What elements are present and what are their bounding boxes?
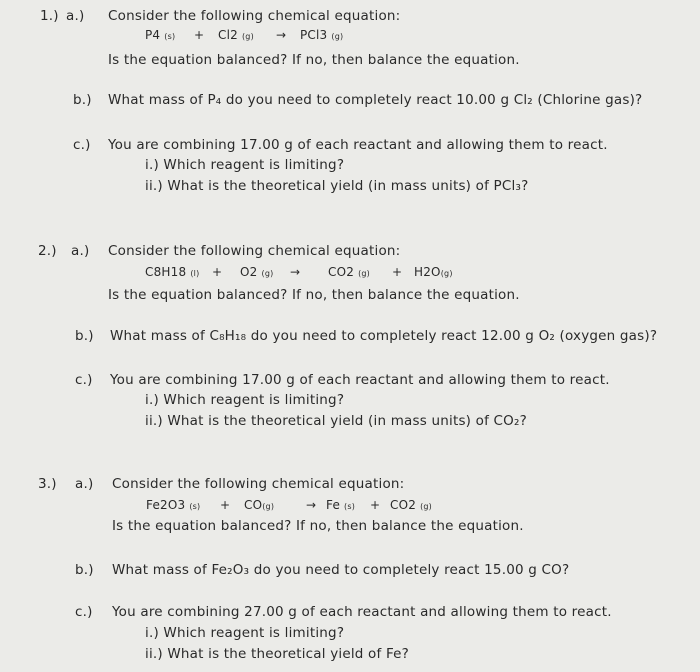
problem-1a-question: Is the equation balanced? If no, then balance the equation. xyxy=(108,52,520,68)
eq1-reactant-2: Cl2 (g) xyxy=(218,28,254,42)
eq2-reactant-1: C8H18 (l) xyxy=(145,265,200,279)
problem-3b-label: b.) xyxy=(75,562,94,578)
problem-3c-label: c.) xyxy=(75,604,93,620)
problem-2a-label: a.) xyxy=(71,243,90,259)
problem-2b-text: What mass of C₈H₁₈ do you need to completely react 12.00 g O₂ (oxygen gas)? xyxy=(110,328,658,344)
problem-2c-label: c.) xyxy=(75,372,93,388)
problem-3c-i: i.) Which reagent is limiting? xyxy=(145,625,345,641)
eq3-plus-1: + xyxy=(220,498,231,512)
eq2-plus-1: + xyxy=(212,265,223,279)
eq2-product-2: H2O(g) xyxy=(414,265,453,279)
problem-2b-label: b.) xyxy=(75,328,94,344)
problem-1a-label: a.) xyxy=(66,8,85,24)
problem-3-number: 3.) xyxy=(38,476,57,492)
problem-2c-ii: ii.) What is the theoretical yield (in mass units) of CO₂? xyxy=(145,413,527,429)
problem-2c-text: You are combining 17.00 g of each reactant and allowing them to react. xyxy=(110,372,610,388)
problem-1b-label: b.) xyxy=(73,92,92,108)
problem-1b-text: What mass of P₄ do you need to completely react 10.00 g Cl₂ (Chlorine gas)? xyxy=(108,92,643,108)
problem-1a-intro: Consider the following chemical equation: xyxy=(108,8,401,24)
eq3-product-1: Fe (s) xyxy=(326,498,356,512)
eq3-arrow: → xyxy=(306,498,317,512)
problem-3a-question: Is the equation balanced? If no, then balance the equation. xyxy=(112,518,524,534)
eq1-reactant-1: P4 (s) xyxy=(145,28,176,42)
problem-3c-ii: ii.) What is the theoretical yield of Fe? xyxy=(145,646,410,662)
eq2-arrow: → xyxy=(290,265,301,279)
problem-1c-label: c.) xyxy=(73,137,91,153)
eq1-arrow: → xyxy=(276,28,287,42)
eq1-plus-1: + xyxy=(194,28,205,42)
problem-2a-intro: Consider the following chemical equation: xyxy=(108,243,401,259)
problem-2c-i: i.) Which reagent is limiting? xyxy=(145,392,345,408)
problem-3b-text: What mass of Fe₂O₃ do you need to completely react 15.00 g CO? xyxy=(112,562,570,578)
problem-3a-label: a.) xyxy=(75,476,94,492)
problem-1c-ii: ii.) What is the theoretical yield (in mass units) of PCl₃? xyxy=(145,178,529,194)
problem-1c-text: You are combining 17.00 g of each reactant and allowing them to react. xyxy=(108,137,608,153)
problem-1c-i: i.) Which reagent is limiting? xyxy=(145,157,345,173)
problem-3c-text: You are combining 27.00 g of each reactant and allowing them to react. xyxy=(112,604,612,620)
eq3-reactant-2: CO(g) xyxy=(244,498,275,512)
problem-2a-question: Is the equation balanced? If no, then balance the equation. xyxy=(108,287,520,303)
problem-1-number: 1.) xyxy=(40,8,59,24)
eq1-product-1: PCl3 (g) xyxy=(300,28,344,42)
eq2-plus-2: + xyxy=(392,265,403,279)
eq3-product-2: CO2 (g) xyxy=(390,498,432,512)
eq3-plus-2: + xyxy=(370,498,381,512)
eq2-reactant-2: O2 (g) xyxy=(240,265,274,279)
eq3-reactant-1: Fe2O3 (s) xyxy=(146,498,201,512)
problem-2-number: 2.) xyxy=(38,243,57,259)
problem-3a-intro: Consider the following chemical equation: xyxy=(112,476,405,492)
eq2-product-1: CO2 (g) xyxy=(328,265,370,279)
